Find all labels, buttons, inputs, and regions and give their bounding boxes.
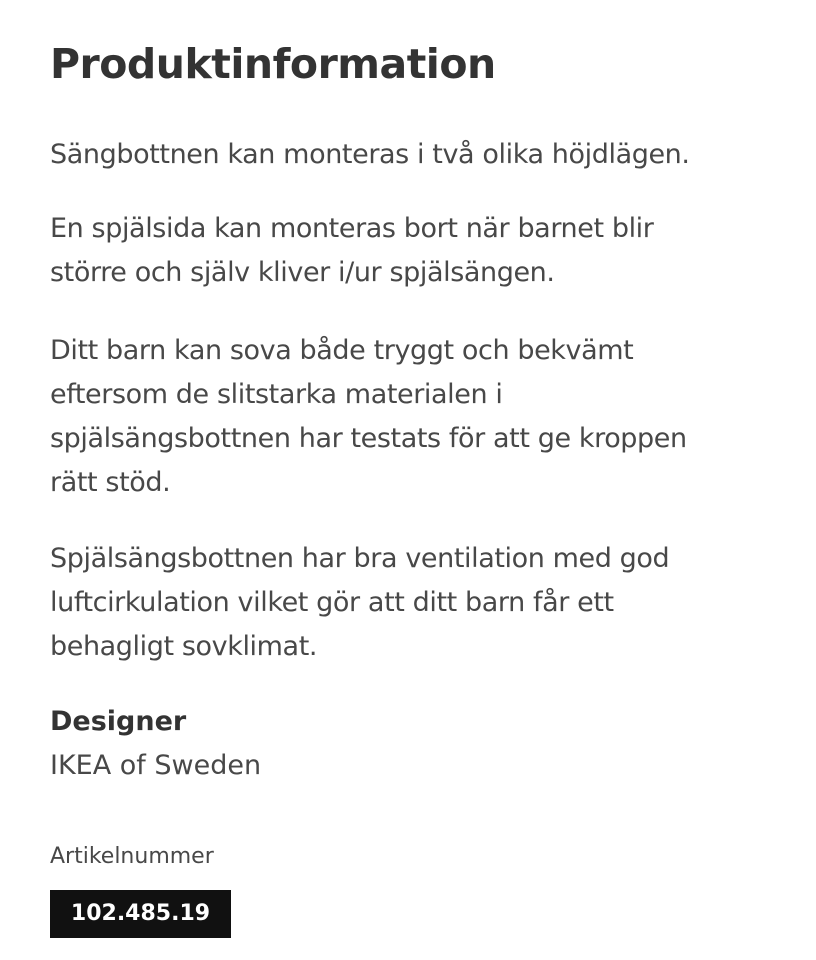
designer-value: IKEA of Sweden — [50, 750, 262, 781]
paragraph: Ditt barn kan sova både tryggt och bekvämt eftersom de slitstarka materialen i spjälsängsbottnen har testats för att ge kroppen rätt stöd. — [50, 335, 687, 498]
paragraph: En spjälsida kan monteras bort när barnet blir större och själv kliver i/ur spjälsängen. — [50, 213, 654, 288]
paragraph: Sängbottnen kan monteras i två olika höjdlägen. — [50, 139, 690, 170]
article-number-badge: 102.485.19 — [50, 890, 231, 938]
designer-label: Designer — [50, 706, 187, 737]
article-number-label: Artikelnummer — [50, 844, 214, 869]
page-title: Produktinformation — [50, 40, 496, 88]
paragraph: Spjälsängsbottnen har bra ventilation med god luftcirkulation vilket gör att ditt barn får ett behagligt sovklimat. — [50, 543, 670, 662]
